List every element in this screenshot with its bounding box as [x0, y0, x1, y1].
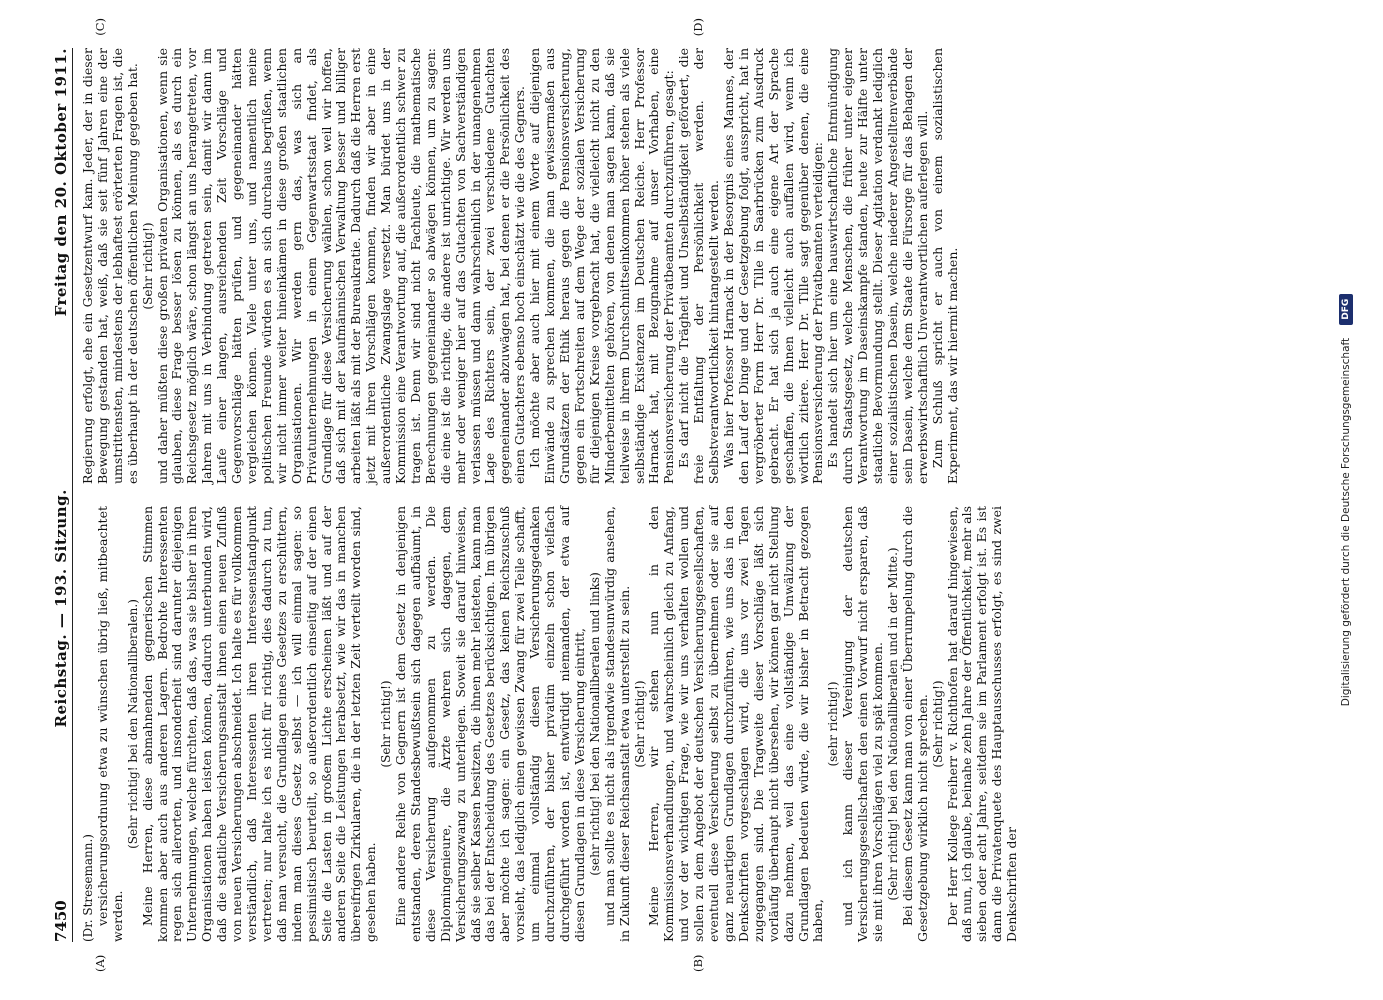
paragraph: und daher müßten diese großen privaten Organisationen, wenn sie glauben, diese Frage besser lösen zu können, als es durch ein Reichsgesetz möglich wäre, schon längst an uns herangetreten, vor Jahren mit uns in Verbindung getreten sein, damit wir dann im Laufe einer langen, ausreichenden Zeit Vorschläge und Gegenvorschläge hätten prüfen, und gegeneinander hätten vergleichen können. Viele unter uns, und namentlich meine politischen Freunde würden es an sich durchaus begrüßen, wenn wir nicht immer weiter hineinkämen in diese großen staatlichen Organisationen. Wir werden gern das, was sich an Privatunternehmungen in einem Gegenwartsstaat findet, als Grundlage für diese Versicherung wählen, schon weil wir hoffen, daß sich mit der kaufmännischen Verwaltung besser und billiger arbeiten läßt als mit der Bureaukratie. Dadurch daß die Herren erst jetzt mit ihren Vorschlägen kommen, finden wir aber in eine außerordentliche Zwangslage versetzt. Man bürdet uns in der Kommission eine Verantwortung auf, die außerordentlich schwer zu tragen ist. Denn wir sind nicht Fachleute, die mathematische Berechnungen gegeneinander so abwägen können, um zu sagen: die eine ist die richtige, die andere ist unrichtige. Wir werden uns mehr oder weniger hier auf das Gutachten von Sachverständigen verlassen müssen und dann wahrscheinlich in der unangenehmen Lage des Richters sein, der zwei verschiedene Gutachten gegeneinander abzuwägen hat, bei denen er die Persönlichkeit des einen Gutachters ebenso hoch einschätzt wie die des Gegners.	[154, 48, 528, 484]
interjection: (sehr richtig!)	[826, 681, 841, 767]
interjection: (Sehr richtig! bei den Nationalliberalen und in der Mitte.)	[885, 547, 900, 901]
paragraph: Ich möchte aber auch hier mit einem Worte auf diejenigen Einwände zu sprechen kommen, die man gewissermaßen aus Grundsätzen der Ethik heraus gegen die Pensionsversicherung, gegen ein Fortschreiten auf dem Wege der sozialen Versicherung für diejenigen Kreise vorgebracht hat, die vielleicht nicht zu den Minderbemittelten gehören, von denen man sagen kann, daß sie teilweise in ihrem Durchschnittseinkommen höher stehen als viele selbständige Existenzen im Deutschen Reiche. Herr Professor Harnack hat, mit Bezugnahme auf unser Vorhaben, eine Pensionsversicherung der Privatbeamten durchzuführen, gesagt:	[527, 48, 677, 484]
interjection: (Sehr richtig!)	[140, 222, 155, 310]
margin-marker-b: (B)	[691, 954, 705, 972]
margin-marker-a: (A)	[93, 954, 107, 972]
interjection: (Sehr richtig!)	[930, 680, 945, 768]
dfg-logo: DFG	[1339, 294, 1353, 325]
interjection: (Sehr richtig!)	[379, 680, 394, 768]
footer-credit: Digitalisierung gefördert durch die Deutsche Forschungsgemeinschaft	[1339, 337, 1352, 707]
paragraph: Bei diesem Gesetz kann man von einer Überrumpelung durch die Gesetzgebung wirklich nicht sprechen.	[899, 506, 930, 942]
paragraph: und ich kann dieser Vereinigung der deutschen Versicherungsgesellschaften den einen Vorwurf nicht ersparen, daß sie mit ihren Vorschlägen viel zu spät kommen.	[840, 506, 886, 942]
margin-marker-c: (C)	[93, 18, 107, 36]
paragraph: Es darf nicht die Trägheit und Unselbständigkeit gefördert, die freie Entfaltung der Persönlichkeit werden. der Selbstverantwortlichkeit hintangestellt werden.	[676, 48, 722, 484]
margin-marker-d: (D)	[691, 18, 705, 37]
speaker-name: (Dr. Stresemann.)	[81, 834, 95, 942]
paragraph: Was hier Professor Harnack in der Besorgnis eines Mannes, der den Lauf der Dinge und der Gesetzgebung folgt, ausspricht, hat in vergröberter Form Herr Dr. Tille in Saarbrücken zum Ausdruck gebracht. Er hat sich ja auch eine eigene Art der Sprache geschaffen, die Ihnen vielleicht auch auffallen wird, wenn ich wörtlich zitiere. Herr Dr. Tille sagt gegenüber denen, die eine Pensionsversicherung der Privatbeamten verteidigen:	[720, 48, 826, 484]
text-columns	[80, 18, 1020, 972]
page-number: 7450	[52, 900, 70, 942]
paragraph: Eine andere Reihe von Gegnern ist dem Gesetz in denjenigen entstanden, deren Standesbewußtsein sich dagegen aufbäumt, in diese Versicherung aufgenommen zu werden. Die Diplomingenieure, die Ärzte wehren sich dagegen, dem Versicherungszwang zu unterliegen. Soweit sie darauf hinweisen, daß sie selber Kassen besitzen, die ihnen mehr leisteten, kann man das bei der Entscheidung des Gesetzes berücksichtigen. Im übrigen aber möchte ich sagen: ein Gesetz, das keinen Reichszuschuß vorsieht, das lediglich einen gewissen Zwang für zwei Teile schafft, um einmal vollständig diesen Versicherungsgedanken durchzuführen, der bisher privatim einzeln schon vielfach durchgeführt worden ist, entwürdigt niemanden, der etwa auf diesen Grundlagen in diese Versicherung eintritt,	[393, 506, 587, 942]
interjection: (sehr richtig! bei den Nationalliberalen und links)	[587, 572, 602, 876]
paragraph: Es handelt sich hier um eine hauswirtschaftliche Entmündigung durch Staatsgesetz, welche Menschen, die früher unter eigener Verantwortung im Daseinskampfe standen, heute zur Hälfte unter staatliche Bevormundung stellt. Dieser Agitation verdankt lediglich einer sozialistischen Dasein, welche niederer Angestelltenverbände sein Dasein, welche dem Staate die Fürsorge für das Behagen der erwerbswirtschaftlich Unverantwortlichen auferlegen will.	[825, 48, 930, 484]
page-footer	[1335, 0, 1383, 1000]
page-header	[52, 48, 73, 942]
left-column	[81, 506, 1020, 972]
paragraph: Meine Herren, wir stehen nun in den Kommissionsverhandlungen, und wahrscheinlich gleich zu Anfang, und vor der wichtigen Frage, wie wir uns verhalten wollen und sollen zu dem Angebot der deutschen Versicherungsgesellschaften, eventuell diese Versicherung selbst zu übernehmen oder sie auf ganz neuartigen Grundlagen durchzuführen, wie uns das in den Denkschriften vorgeschlagen wird, die uns vor zwei Tagen zugegangen sind. Die Tragweite dieser Vorschläge läßt sich vorläufig überhaupt nicht übersehen, wir können gar nicht Stellung dazu nehmen, weil das eine vollständige Umwälzung der Grundlagen bedeuten würde, die wir bisher in Betracht gezogen haben,	[646, 506, 826, 942]
right-column	[80, 18, 1020, 484]
interjection: (Sehr richtig! bei den Nationalliberalen.)	[125, 599, 140, 849]
paragraph: Meine Herren, diese abmahnenden gegnerischen Stimmen kommen aber auch aus anderen Lagern. Bedrohte Interessenten regen sich allerorten, und insonderheit sind darunter diejenigen Unternehmungen, welche fürchten, daß das, was sie bisher in ihren Organisationen haben leisten können, dadurch unterbunden wird, daß die staatliche Versicherungsanstalt ihnen einen neuen Zufluß von neuen Versicherungen abschneidet. Ich halte es für vollkommen verständlich, daß Interessenten ihren Interessenstandpunkt vertreten; nur halte ich es nicht für richtig, dies dadurch zu tun, daß man versucht, die Grundlagen eines Gesetzes zu erschüttern, indem man dieses Gesetz selbst — ich will einmal sagen: so pessimistisch beurteilt, so außerordentlich einseitig auf der einen Seite die Lasten in großem Lichte erscheinen läßt und auf der anderen Seite die Leistungen herabsetzt, wie wir das in manchen übereifrigen Zirkularen, die in der letzten Zeit verteilt worden sind, gesehen haben.	[139, 506, 379, 942]
header-center: Reichstag. — 193. Sitzung.	[52, 489, 70, 728]
header-right: Freitag den 20. Oktober 1911.	[52, 48, 70, 317]
paragraph: Der Herr Kollege Freiherr v. Richthofen hat darauf hingewiesen, daß nun, ich glaube, beinahe zehn Jahre der Öffentlichkeit, mehr als sieben oder acht Jahre, seitdem sie im Parlament erfolgt ist. Es ist dann die Privatenquete des Hauptausschusses erfolgt, es sind zwei Denkschriften der	[944, 506, 1020, 942]
paragraph: Regierung erfolgt, ehe ein Gesetzentwurf kam. Jeder, der in dieser Bewegung gestanden hat, weiß, daß sie seit fünf Jahren eine der umstrittensten, mindestens der lebhaftest erörterten Fragen ist, die es überhaupt in der deutschen öffentlichen Meinung gegeben hat.	[80, 48, 140, 484]
interjection: (Sehr richtig!)	[632, 680, 647, 768]
paragraph: versicherungsordnung etwa zu wünschen übrig ließ, mitbeachtet werden.	[94, 506, 125, 942]
paragraph: und man sollte es nicht als irgendwie standesunwürdig ansehen, in Zukunft dieser Reichsanstalt etwa unterstellt zu sein.	[601, 506, 632, 942]
paragraph: Zum Schluß spricht er auch von einem sozialistischen Experiment, das wir hiermit machen.	[929, 48, 960, 484]
